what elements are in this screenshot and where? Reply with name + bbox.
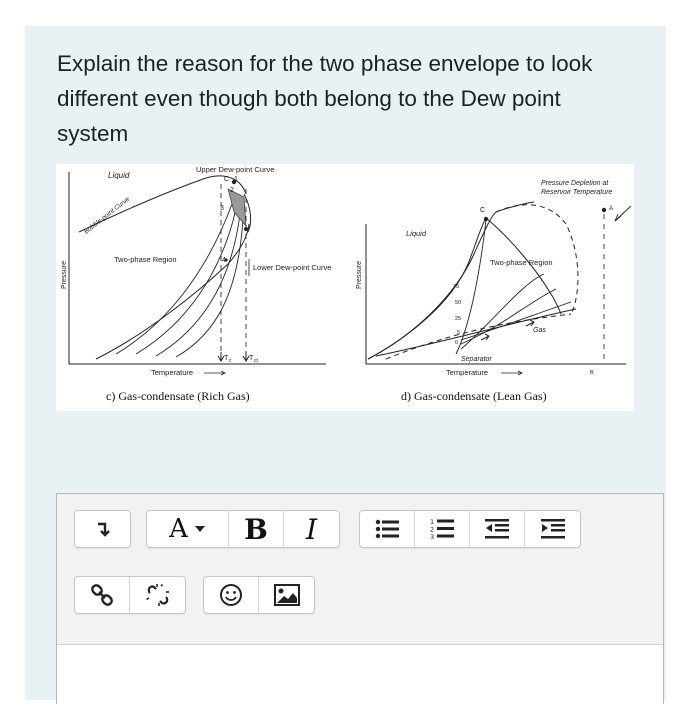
right-depletion-label-2: Reservoir Temperature — [541, 189, 613, 196]
left-lower-curve — [96, 224, 249, 359]
right-two-phase-label: Two-phase Region — [490, 258, 553, 267]
left-temperature-label: Temperature — [151, 368, 194, 377]
right-gas-label: Gas — [533, 327, 546, 334]
outdent-button[interactable] — [470, 511, 525, 547]
link-group — [74, 576, 186, 614]
emoji-button[interactable] — [204, 577, 259, 613]
link-icon — [90, 583, 114, 607]
font-label: A — [169, 514, 188, 544]
toolbar-toggle-group — [74, 510, 131, 548]
outdent-icon — [485, 519, 509, 539]
svg-text:75: 75 — [453, 284, 460, 290]
right-depletion-label-1: Pressure Depletion at — [541, 180, 609, 187]
svg-text:5: 5 — [457, 330, 461, 336]
svg-text:4: 4 — [222, 257, 226, 264]
question-text: Explain the reason for the two phase envelope to look different even though both belong to the Dew point system — [57, 51, 593, 146]
left-two-phase-label: Two-phase Region — [114, 255, 177, 264]
lean-gas-diagram — [356, 180, 631, 403]
toolbar-toggle-button[interactable] — [75, 511, 130, 547]
left-pressure-label: Pressure — [61, 260, 68, 289]
right-liquid-label: Liquid — [406, 229, 427, 238]
svg-text:C: C — [224, 176, 230, 183]
svg-text:T: T — [224, 355, 229, 362]
svg-text:50: 50 — [455, 300, 462, 306]
svg-text:2: 2 — [430, 525, 435, 534]
right-temperature-label: Temperature — [446, 368, 489, 377]
left-caption: c) Gas-condensate (Rich Gas) — [106, 389, 250, 403]
left-lower-dew-label: Lower Dew-point Curve — [253, 263, 332, 272]
indent-button[interactable] — [525, 511, 580, 547]
format-group — [146, 510, 340, 548]
right-separator-label: Separator — [461, 356, 492, 363]
right-pressure-label: Pressure — [356, 260, 363, 289]
editor-content-area[interactable] — [57, 644, 663, 715]
question-card — [25, 26, 666, 700]
insert-group — [203, 576, 315, 614]
unlink-icon — [146, 583, 170, 607]
svg-text:0: 0 — [455, 340, 459, 346]
svg-text:ct: ct — [254, 358, 258, 364]
italic-button[interactable]: I — [305, 512, 318, 546]
numbered-list-icon — [430, 518, 454, 540]
svg-text:C: C — [480, 207, 486, 214]
arrow-down-icon — [96, 521, 110, 537]
right-caption: d) Gas-condensate (Lean Gas) — [401, 389, 547, 403]
list-group — [359, 510, 581, 548]
svg-text:3: 3 — [430, 533, 435, 540]
svg-text:1: 1 — [234, 176, 238, 183]
svg-text:25: 25 — [455, 316, 462, 322]
svg-text:1: 1 — [430, 518, 435, 526]
indent-icon — [541, 519, 565, 539]
left-bubble-label: Bubble-point Curve — [82, 195, 132, 236]
left-upper-dew-label: Upper Dew-point Curve — [196, 165, 275, 174]
rich-text-editor — [56, 493, 664, 704]
svg-text:A: A — [609, 206, 614, 212]
left-liquid-label: Liquid — [108, 171, 130, 180]
svg-text:B: B — [590, 370, 594, 376]
bold-button[interactable]: B — [229, 511, 284, 547]
insert-image-button[interactable] — [259, 577, 314, 613]
rich-gas-diagram — [61, 165, 331, 403]
svg-text:2: 2 — [230, 187, 234, 194]
caret-down-icon — [194, 525, 206, 533]
svg-text:T: T — [249, 355, 254, 362]
paragraph-style-button[interactable] — [147, 511, 229, 547]
smiley-icon — [219, 583, 243, 607]
right-critical-point — [484, 217, 488, 221]
svg-text:c: c — [229, 358, 232, 364]
unlink-button[interactable] — [130, 577, 185, 613]
phase-diagram-figure — [56, 164, 634, 411]
image-icon — [274, 584, 300, 606]
bullet-list-icon — [375, 519, 399, 539]
ordered-list-button[interactable] — [415, 511, 470, 547]
insert-link-button[interactable] — [75, 577, 130, 613]
svg-text:3: 3 — [220, 205, 224, 212]
unordered-list-button[interactable] — [360, 511, 415, 547]
